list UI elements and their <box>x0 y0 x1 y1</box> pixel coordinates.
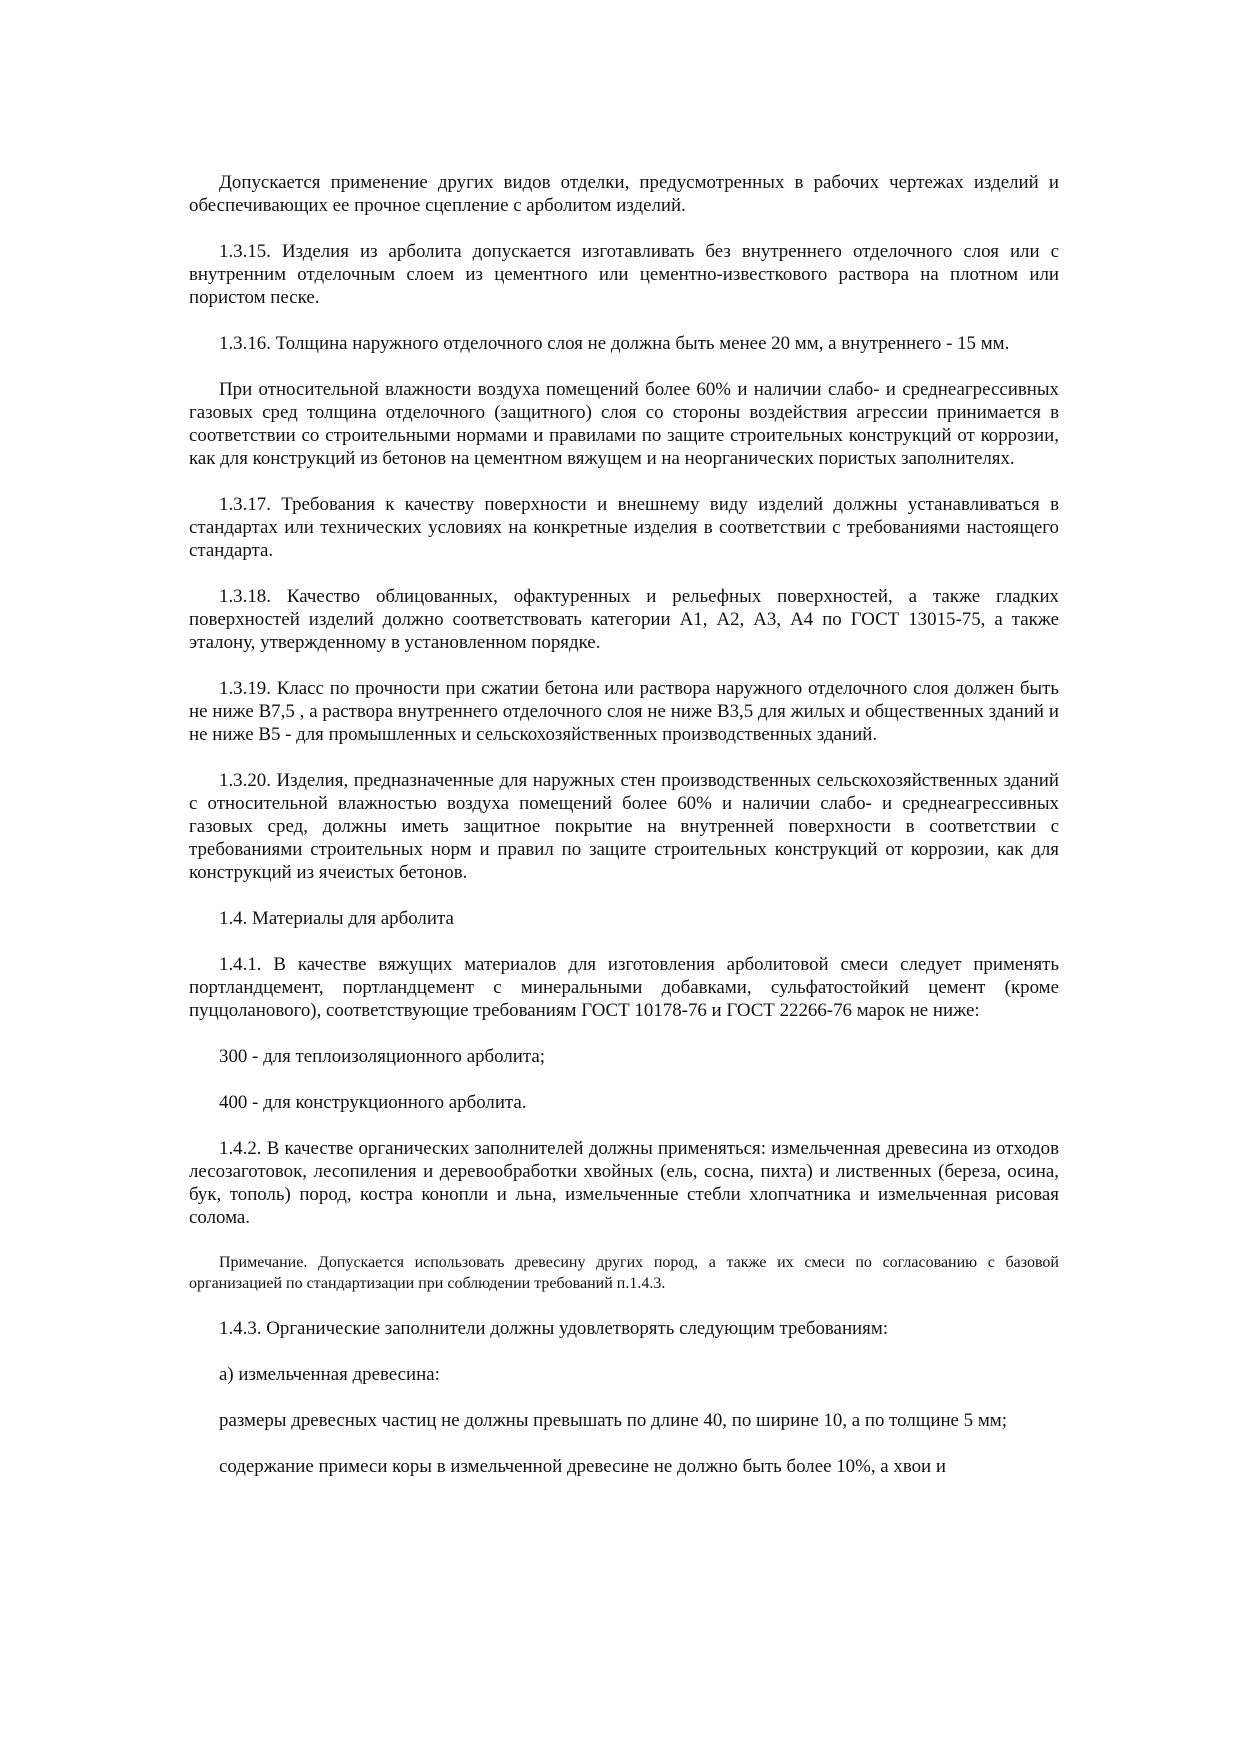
list-item-a: а) измельченная древесина: <box>219 1364 440 1385</box>
document-page <box>189 171 1059 1478</box>
paragraph-1-3-16: 1.3.16. Толщина наружного отделочного слоя не должна быть менее 20 мм, а внутреннего - 15 мм. <box>219 333 1010 354</box>
paragraph-1-4-1: 1.4.1. В качестве вяжущих материалов для изготовления арболитовой смеси следует применять портландцемент, портландцемент с минеральными добавками, сульфатостойкий цемент (кроме пуццоланового), соответствующие требованиям ГОСТ 10178-76 и ГОСТ 22266-76 марок не ниже: <box>189 954 1059 1021</box>
paragraph-finishing-types: Допускается применение других видов отделки, предусмотренных в рабочих чертежах изделий и обеспечивающих ее прочное сцепление с арболитом изделий. <box>189 172 1059 216</box>
paragraph-1-4-2: 1.4.2. В качестве органических заполнителей должны применяться: измельченная древесина из отходов лесозаготовок, лесопиления и деревообработки хвойных (ель, сосна, пихта) и лиственных (береза, осина, бук, тополь) пород, костра конопли и льна, измельченные стебли хлопчатника и измельченная рисовая солома. <box>189 1138 1059 1228</box>
paragraph-1-4-3: 1.4.3. Органические заполнители должны удовлетворять следующим требованиям: <box>219 1318 889 1339</box>
paragraph-1-3-20: 1.3.20. Изделия, предназначенные для наружных стен производственных сельскохозяйственных зданий с относительной влажностью воздуха помещений более 60% и наличии слабо- и среднеагрессивных газовых сред, должны иметь защитное покрытие на внутренней поверхности в соответствии с требованиями строительных норм и правил по защите строительных конструкций от коррозии, как для конструкций из ячеистых бетонов. <box>189 770 1059 883</box>
paragraph-particle-sizes: размеры древесных частиц не должны превышать по длине 40, по ширине 10, а по толщине 5 мм; <box>219 1410 1007 1431</box>
paragraph-1-3-15: 1.3.15. Изделия из арболита допускается изготавливать без внутреннего отделочного слоя или с внутренним отделочным слоем из цементного или цементно-известкового раствора на плотном или пористом песке. <box>189 241 1059 308</box>
paragraph-1-3-19: 1.3.19. Класс по прочности при сжатии бетона или раствора наружного отделочного слоя должен быть не ниже В7,5 , а раствора внутреннего отделочного слоя не ниже В3,5 для жилых и общественных зданий и не ниже В5 - для промышленных и сельскохозяйственных производственных зданий. <box>189 678 1059 745</box>
note: Примечание. Допускается использовать древесину других пород, а также их смеси по согласованию с базовой организацией по стандартизации при соблюдении требований п.1.4.3. <box>189 1254 1059 1292</box>
list-item-400: 400 - для конструкционного арболита. <box>219 1092 527 1113</box>
paragraph-1-3-17: 1.3.17. Требования к качеству поверхности и внешнему виду изделий должны устанавливаться в стандартах или технических условиях на конкретные изделия в соответствии с требованиями настоящего стандарта. <box>189 494 1059 561</box>
list-item-300: 300 - для теплоизоляционного арболита; <box>219 1046 545 1067</box>
paragraph-humidity: При относительной влажности воздуха помещений более 60% и наличии слабо- и среднеагрессивных газовых сред толщина отделочного (защитного) слоя со стороны воздействия агрессии принимается в соответствии со строительными нормами и правилами по защите строительных конструкций от коррозии, как для конструкций из бетонов на цементном вяжущем и на неорганических пористых заполнителях. <box>189 379 1059 469</box>
section-heading-1-4: 1.4. Материалы для арболита <box>219 908 454 929</box>
paragraph-1-3-18: 1.3.18. Качество облицованных, офактуренных и рельефных поверхностей, а также гладких поверхностей изделий должно соответствовать категории А1, А2, А3, А4 по ГОСТ 13015-75, а также эталону, утвержденному в установленном порядке. <box>189 586 1059 653</box>
paragraph-bark-content: содержание примеси коры в измельченной древесине не должно быть более 10%, а хвои и <box>219 1456 946 1477</box>
